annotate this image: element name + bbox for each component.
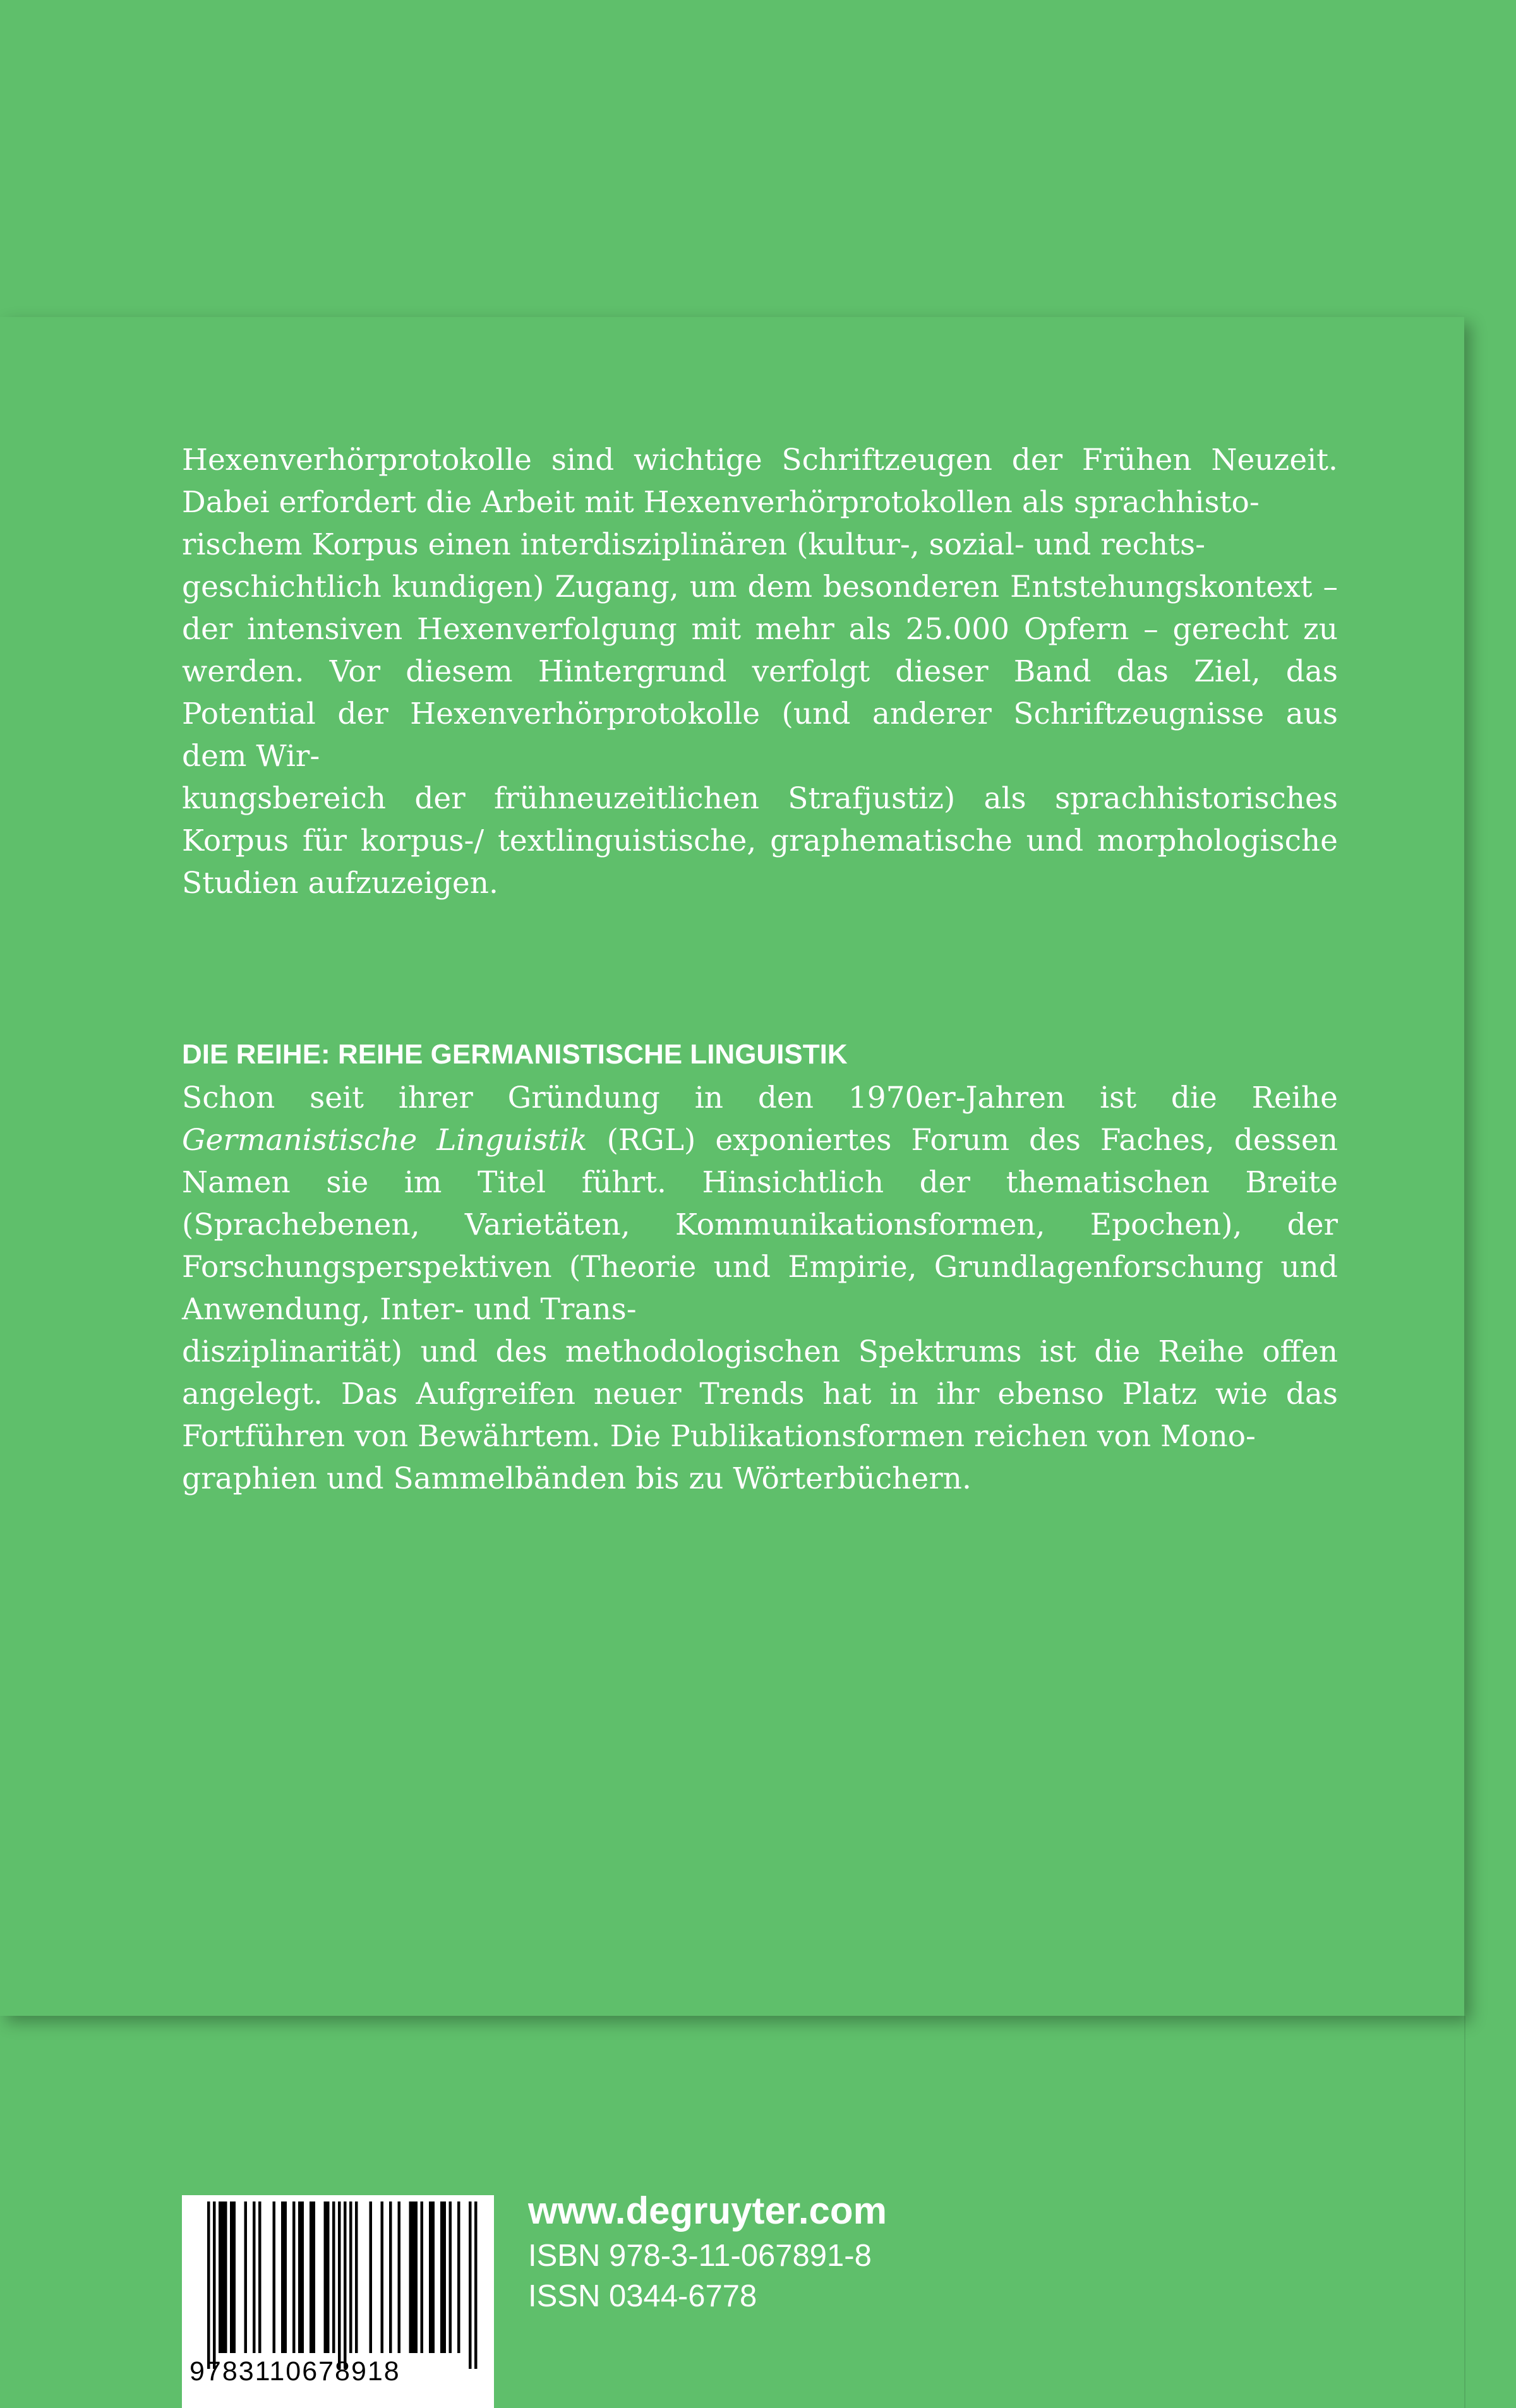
series-heading: DIE REIHE: REIHE GERMANISTISCHE LINGUISTIK <box>182 1039 848 1070</box>
barcode-digits: 9783110678918 <box>190 2356 400 2387</box>
barcode-bar <box>457 2201 460 2353</box>
series-text-part-2: disziplinarität) und des methodologischen Spektrums ist die Reihe offen angelegt. Das Aufgreifen neuer Trends hat in ihr ebenso Platz wie das Fortführen von Bewährtem. Die Publikationsformen reichen von Mono- <box>182 1334 1338 1454</box>
barcode-bar <box>338 2201 341 2369</box>
barcode-bar <box>244 2201 248 2353</box>
barcode-bar <box>327 2201 330 2353</box>
series-description <box>182 1077 1338 1500</box>
series-text-part-3: graphien und Sammelbänden bis zu Wörterbüchern. <box>182 1461 972 1496</box>
barcode-bar <box>230 2201 233 2353</box>
barcode-bar <box>332 2201 335 2353</box>
series-title-italic: Germanistische Linguistik <box>182 1123 587 1158</box>
barcode-bar <box>284 2201 287 2353</box>
blurb-line-3: geschichtlich kundigen) Zugang, um dem besonderen Entstehungskontext – der intensiven Hexenverfolgung mit mehr als 25.000 Opfern – gerecht zu werden. Vor diesem Hintergrund verfolgt dieser Band das Ziel, das Potential der Hexenverhörprotokolle (und anderer Schriftzeugnisse aus dem Wir- <box>182 570 1338 774</box>
barcode-bar <box>301 2201 304 2353</box>
barcode-bar <box>222 2201 225 2353</box>
blurb-line-1: Hexenverhörprotokolle sind wichtige Schriftzeugen der Frühen Neuzeit. Dabei erfordert die Arbeit mit Hexenverhörprotokollen als sprachhisto- <box>182 443 1338 520</box>
barcode-bar <box>292 2201 296 2353</box>
isbn-number: ISBN 978-3-11-067891-8 <box>528 2239 872 2273</box>
barcode-bar <box>298 2201 301 2353</box>
issn-number: ISSN 0344-6778 <box>528 2279 757 2313</box>
barcode-bar <box>429 2201 432 2353</box>
barcode-bar <box>355 2201 358 2353</box>
barcode-bar <box>421 2201 424 2353</box>
barcode-bar <box>207 2201 210 2369</box>
barcode-bar <box>440 2201 443 2353</box>
barcode-bar <box>344 2201 347 2369</box>
barcode-bar <box>258 2201 262 2353</box>
publisher-website[interactable]: www.degruyter.com <box>528 2189 887 2232</box>
barcode-bar <box>474 2201 478 2369</box>
blurb-line-2: rischem Korpus einen interdisziplinären (kultur-, sozial- und rechts- <box>182 527 1206 562</box>
barcode-bar <box>313 2201 316 2353</box>
barcode-bar <box>469 2201 472 2369</box>
barcode-bar <box>349 2201 352 2353</box>
series-text-part-1: (RGL) exponiertes Forum des Faches, dessen Namen sie im Titel führt. Hinsichtlich der thematischen Breite (Sprachebenen, Varietäten, Kommunikationsformen, Epochen), der Forschungsperspektiven (Theorie und Empirie, Grundlagenforschung und Anwendung, Inter- und Trans- <box>182 1123 1338 1327</box>
barcode-bar <box>409 2201 412 2353</box>
barcode-bar <box>310 2201 313 2353</box>
barcode-bar <box>381 2201 384 2353</box>
barcode-bar <box>213 2201 216 2369</box>
barcode-bar <box>443 2201 447 2353</box>
publisher-info <box>528 2186 887 2316</box>
barcode-bar <box>370 2201 373 2353</box>
series-text-start: Schon seit ihrer Gründung in den 1970er-Jahren ist die Reihe <box>182 1081 1338 1115</box>
barcode-bar <box>324 2201 327 2353</box>
barcode-bar <box>415 2201 418 2353</box>
barcode-bar <box>233 2201 236 2353</box>
blurb-line-4: kungsbereich der frühneuzeitlichen Strafjustiz) als sprachhistorisches Korpus für korpus-/ textlinguistische, graphematische und morphologische Studien aufzuzeigen. <box>182 781 1338 901</box>
barcode-bar <box>281 2201 284 2353</box>
barcode-bar <box>219 2201 222 2353</box>
barcode-bar <box>273 2201 276 2353</box>
barcode-bar <box>398 2201 401 2353</box>
book-blurb <box>182 439 1338 904</box>
barcode-bar <box>224 2201 227 2353</box>
barcode-bar <box>253 2201 256 2353</box>
isbn-barcode <box>182 2195 494 2408</box>
panel-edge <box>1464 2016 1465 2408</box>
barcode-bar <box>432 2201 435 2353</box>
barcode-bar <box>389 2201 392 2353</box>
barcode-bar <box>412 2201 415 2353</box>
barcode-bar <box>449 2201 452 2353</box>
